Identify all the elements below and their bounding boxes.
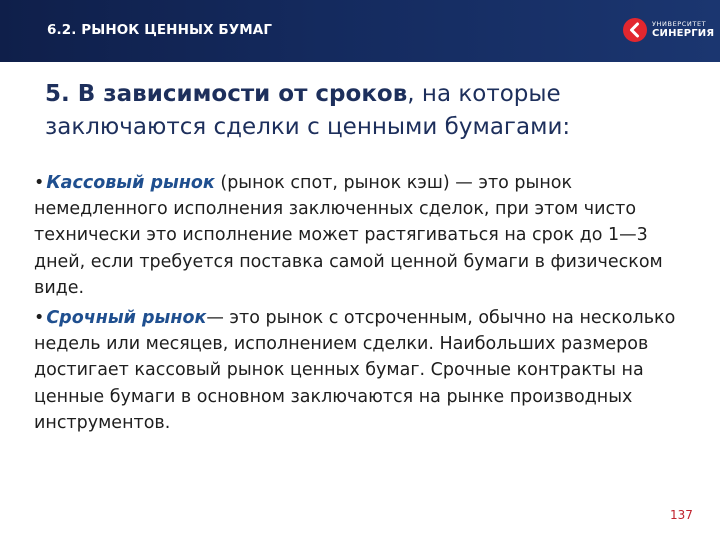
bullet-text: (рынок спот, рынок кэш) — это рынок немедленного исполнения заключенных сделок, при этом чисто технически это исполнение может растягиваться на срок до 1—3 дней, если требуется поставка самой ценной бумаги в физическом виде. <box>34 173 663 298</box>
synergy-logo-icon <box>622 17 648 43</box>
bullet-term: Срочный рынок <box>46 308 207 329</box>
section-title: 6.2. РЫНОК ЦЕННЫХ БУМАГ <box>47 22 273 38</box>
heading-rest: , на которые заключаются сделки с ценными бумагами: <box>45 81 571 140</box>
bullet-item <box>34 170 684 301</box>
logo-text-main: СИНЕРГИЯ <box>652 28 715 39</box>
logo-text-top: УНИВЕРСИТЕТ <box>652 20 707 28</box>
slide-header <box>0 0 720 62</box>
bullet-term: Кассовый рынок <box>46 173 215 193</box>
heading-bold: 5. В зависимости от сроков <box>45 81 408 107</box>
bullet-list <box>34 170 684 440</box>
bullet-marker: • <box>34 173 45 193</box>
slide-heading <box>45 78 685 144</box>
bullet-item <box>34 305 684 436</box>
bullet-marker: • <box>34 308 45 329</box>
university-logo <box>622 14 718 48</box>
page-number: 137 <box>670 508 693 522</box>
bullet-text: — это рынок с отсроченным, обычно на несколько недель или месяцев, исполнением сделки. Наибольших размеров достигает кассовый рынок ценных бумаг. Срочные контракты на ценные бумаги в основном заключаются на рынке производных инструментов. <box>34 308 676 433</box>
